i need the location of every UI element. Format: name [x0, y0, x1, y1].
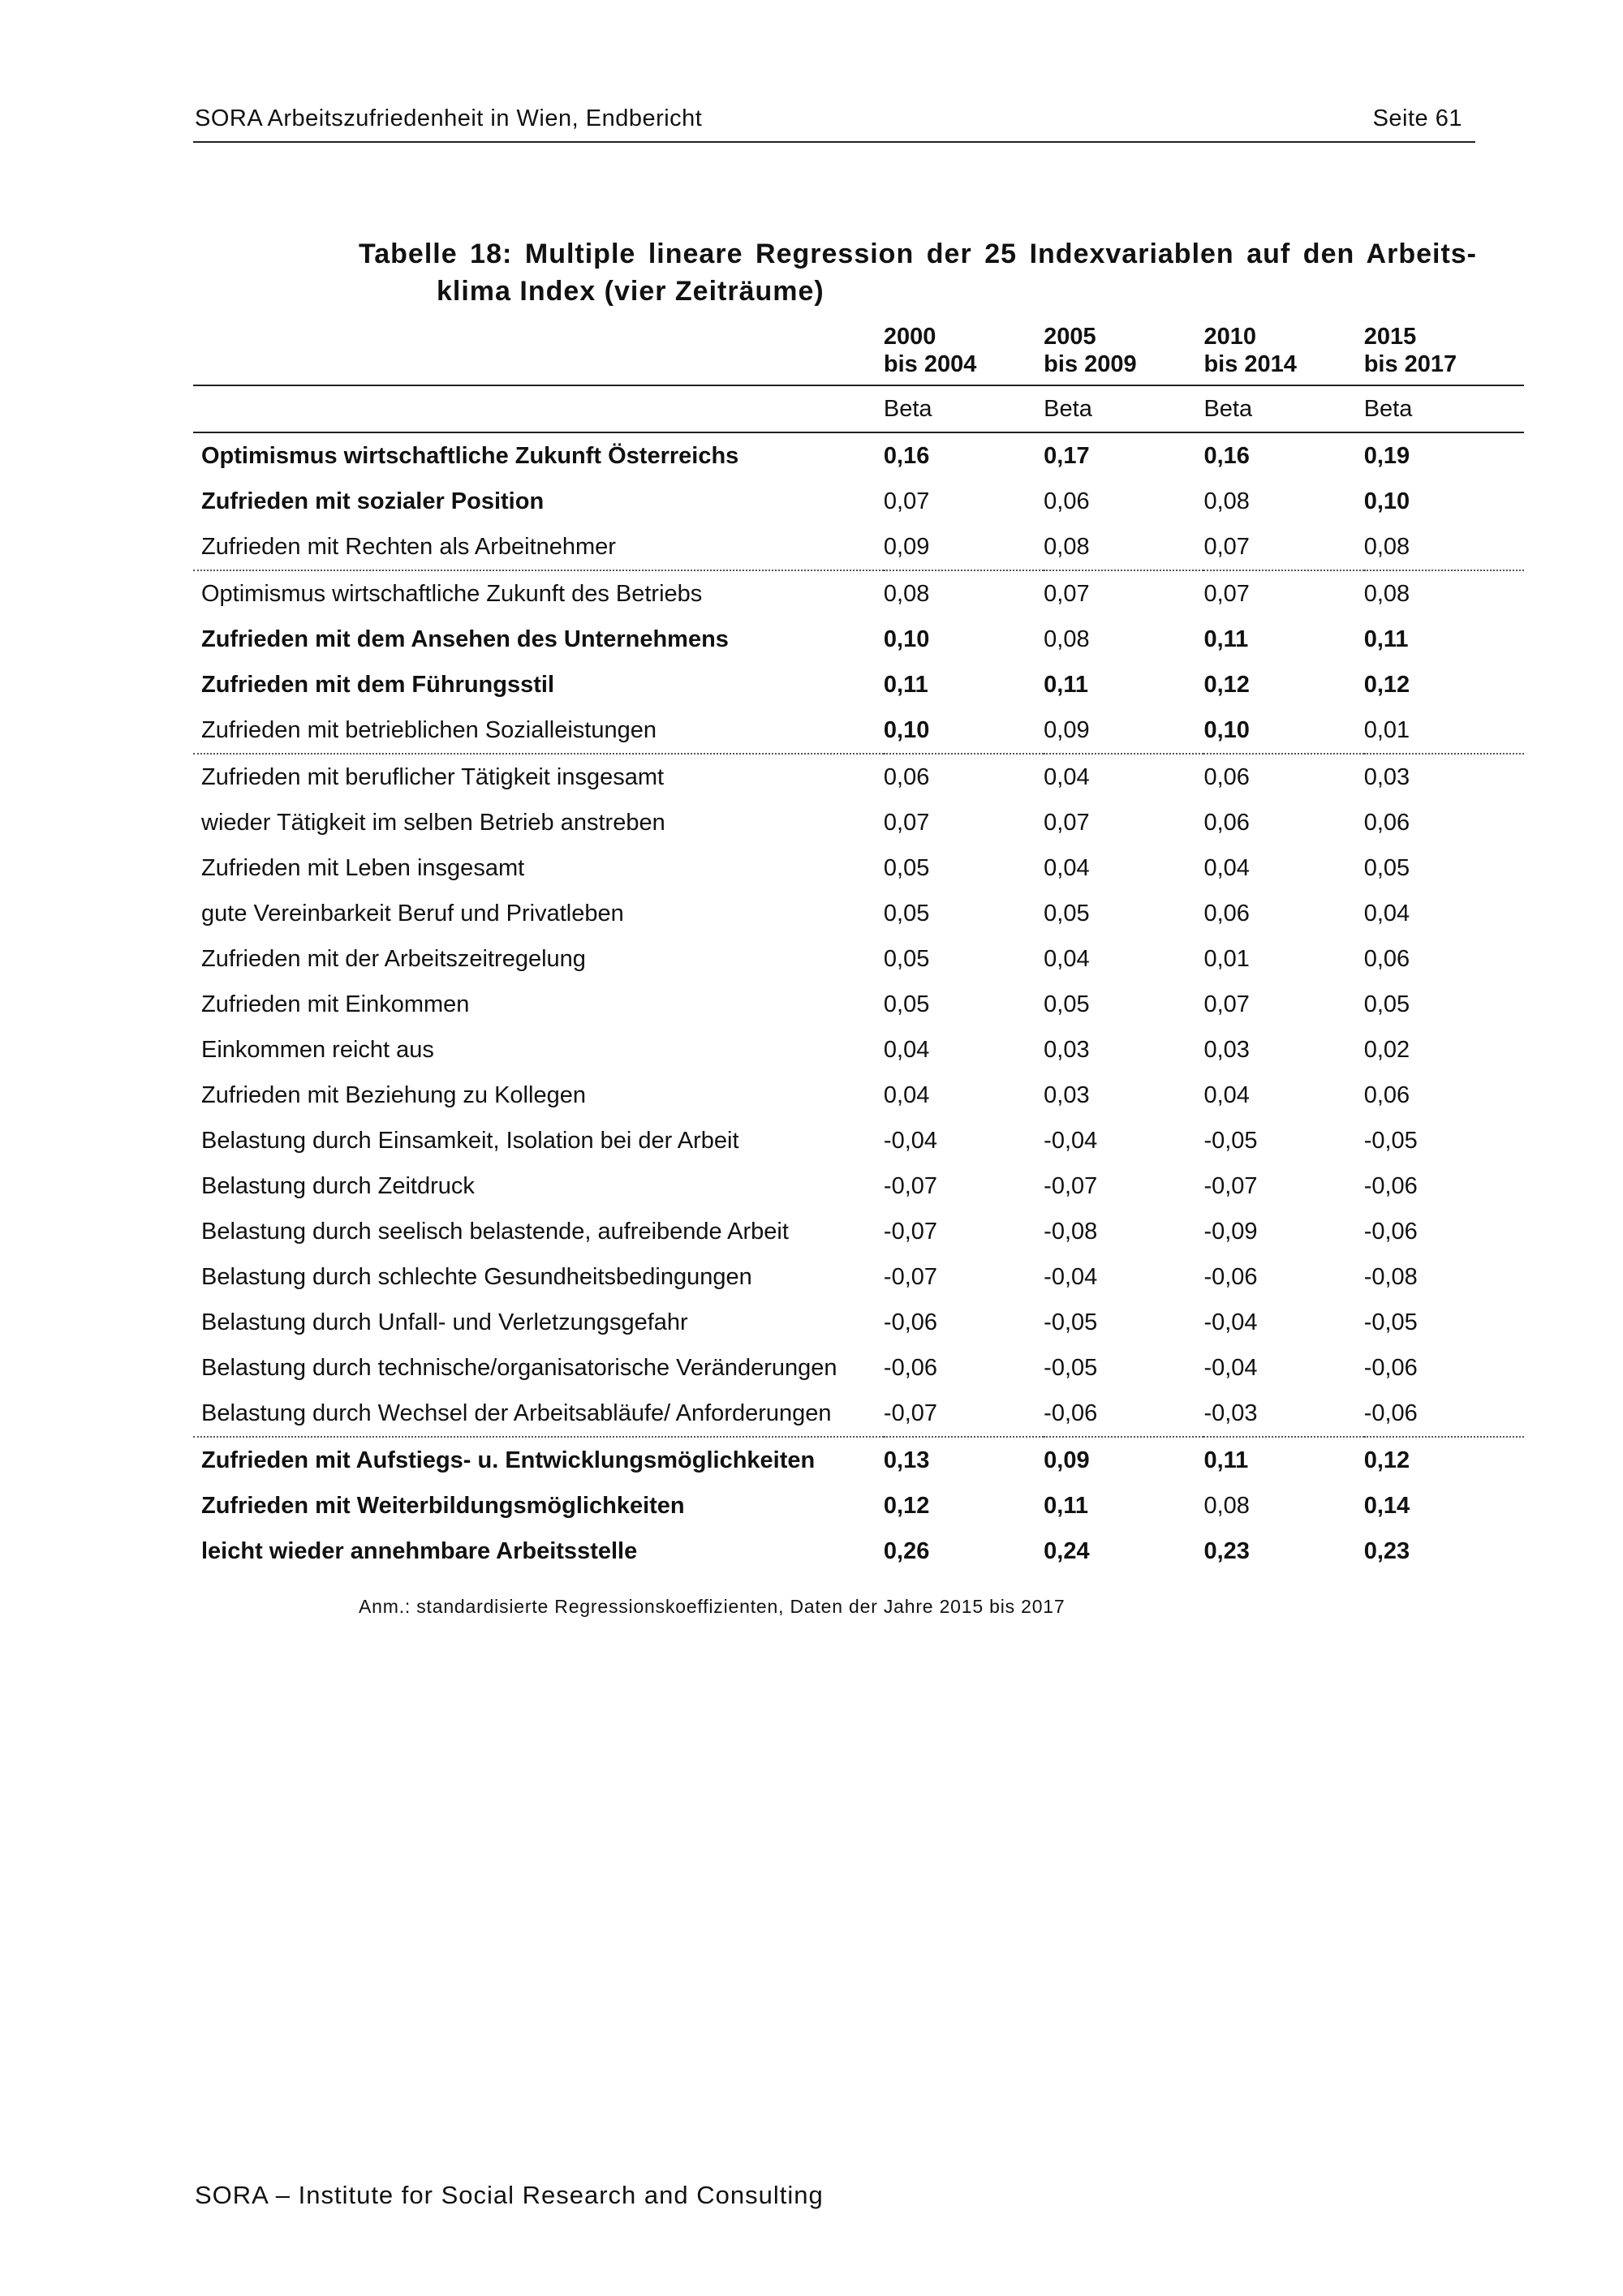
beta-value: -0,06 — [1363, 1400, 1418, 1426]
beta-value: 0,03 — [1044, 1081, 1090, 1108]
row-label: Einkommen reicht aus — [201, 1036, 434, 1063]
row-label: Belastung durch schlechte Gesundheitsbedingungen — [201, 1263, 752, 1290]
beta-value: 0,03 — [1363, 763, 1410, 790]
table-row — [193, 524, 1524, 570]
table-row — [193, 1391, 1524, 1437]
beta-value: -0,06 — [1363, 1354, 1418, 1381]
beta-value: 0,04 — [1363, 900, 1410, 927]
beta-value: 0,07 — [1203, 580, 1250, 607]
beta-value: -0,04 — [1203, 1354, 1258, 1381]
beta-value: -0,08 — [1044, 1218, 1098, 1245]
table-row — [193, 1483, 1524, 1529]
table-row — [193, 707, 1524, 754]
caption-line-2: klima Index (vier Zeiträume) — [437, 276, 824, 307]
table-row — [193, 800, 1524, 845]
beta-value: 0,04 — [1044, 945, 1090, 972]
beta-value: 0,01 — [1363, 716, 1410, 743]
beta-value: 0,17 — [1044, 442, 1090, 469]
caption-line-1: Tabelle 18: Multiple lineare Regression der 25 Indexvariablen auf den Arbeits- — [359, 239, 1477, 269]
beta-value: 0,08 — [1363, 533, 1410, 560]
beta-value: 0,08 — [1203, 1492, 1250, 1519]
row-label: Belastung durch Zeitdruck — [201, 1172, 475, 1199]
beta-value: 0,05 — [883, 854, 930, 881]
table-note: Anm.: standardisierte Regressionskoeffizienten, Daten der Jahre 2015 bis 2017 — [359, 1596, 1065, 1617]
row-label: Belastung durch Wechsel der Arbeitsabläufe/ Anforderungen — [201, 1400, 832, 1426]
stat-header: Beta — [1044, 395, 1092, 422]
beta-value: 0,05 — [1363, 854, 1410, 881]
period-header-row — [193, 323, 1524, 385]
beta-value: 0,11 — [1203, 626, 1249, 652]
beta-value: 0,09 — [883, 533, 930, 560]
row-label: Belastung durch technische/organisatorische Veränderungen — [201, 1354, 837, 1381]
beta-value: 0,06 — [1363, 1081, 1410, 1108]
beta-value: -0,07 — [883, 1263, 938, 1290]
beta-value: 0,06 — [1203, 900, 1250, 927]
row-label: gute Vereinbarkeit Beruf und Privatleben — [201, 900, 624, 927]
table-row — [193, 570, 1524, 617]
page-footer: SORA – Institute for Social Research and Consulting — [195, 2181, 824, 2209]
page-header — [193, 102, 1475, 143]
row-label: Optimismus wirtschaftliche Zukunft des Betriebs — [201, 580, 703, 607]
beta-value: 0,11 — [1203, 1447, 1249, 1473]
beta-value: 0,02 — [1363, 1036, 1410, 1063]
period-header: 2010 bis 2014 — [1203, 324, 1297, 377]
beta-value: 0,11 — [1044, 671, 1089, 698]
row-label: wieder Tätigkeit im selben Betrieb anstreben — [201, 809, 665, 836]
beta-value: -0,04 — [1044, 1127, 1098, 1154]
row-label: Zufrieden mit dem Führungsstil — [201, 671, 555, 698]
period-header: 2000 bis 2004 — [883, 324, 977, 377]
beta-value: -0,03 — [1203, 1400, 1258, 1426]
beta-value: -0,05 — [1203, 1127, 1258, 1154]
beta-value: 0,24 — [1044, 1537, 1090, 1564]
beta-value: 0,10 — [1203, 716, 1250, 743]
table-row — [193, 891, 1524, 936]
beta-value: 0,06 — [1363, 945, 1410, 972]
period-header: 2015 bis 2017 — [1363, 324, 1457, 377]
row-label: Zufrieden mit der Arbeitszeitregelung — [201, 945, 586, 972]
beta-value: -0,05 — [1363, 1309, 1418, 1335]
beta-value: 0,11 — [1363, 626, 1409, 652]
beta-value: -0,06 — [1044, 1400, 1098, 1426]
beta-value: 0,06 — [883, 763, 930, 790]
stat-header: Beta — [883, 395, 932, 422]
row-label: Belastung durch seelisch belastende, aufreibende Arbeit — [201, 1218, 789, 1245]
table-row — [193, 1300, 1524, 1345]
table-row — [193, 1118, 1524, 1163]
beta-value: 0,03 — [1044, 1036, 1090, 1063]
beta-value: 0,05 — [883, 991, 930, 1017]
row-label: Zufrieden mit sozialer Position — [201, 488, 545, 514]
row-label: Optimismus wirtschaftliche Zukunft Österreichs — [201, 442, 739, 469]
stat-header-row — [193, 385, 1524, 432]
beta-value: 0,12 — [1363, 1447, 1410, 1473]
period-header: 2005 bis 2009 — [1044, 324, 1137, 377]
beta-value: -0,08 — [1363, 1263, 1418, 1290]
row-label: Zufrieden mit Weiterbildungsmöglichkeiten — [201, 1492, 685, 1519]
beta-value: 0,23 — [1203, 1537, 1250, 1564]
table-row — [193, 1437, 1524, 1483]
beta-value: 0,10 — [883, 626, 930, 652]
beta-value: -0,05 — [1044, 1354, 1098, 1381]
beta-value: 0,08 — [883, 580, 930, 607]
beta-value: -0,06 — [1363, 1218, 1418, 1245]
stat-header: Beta — [1363, 395, 1413, 422]
beta-value: 0,13 — [883, 1447, 930, 1473]
beta-value: 0,12 — [883, 1492, 930, 1519]
row-label: Zufrieden mit beruflicher Tätigkeit insgesamt — [201, 763, 665, 790]
beta-value: 0,08 — [1363, 580, 1410, 607]
beta-value: -0,05 — [1044, 1309, 1098, 1335]
table-row — [193, 617, 1524, 662]
beta-value: 0,05 — [1044, 991, 1090, 1017]
beta-value: 0,07 — [883, 809, 930, 836]
beta-value: -0,09 — [1203, 1218, 1258, 1245]
beta-value: 0,04 — [883, 1036, 930, 1063]
beta-value: 0,06 — [1203, 763, 1250, 790]
beta-value: 0,12 — [1203, 671, 1250, 698]
table-row — [193, 754, 1524, 800]
beta-value: -0,04 — [1044, 1263, 1098, 1290]
beta-value: 0,06 — [1363, 809, 1410, 836]
beta-value: 0,16 — [883, 442, 930, 469]
row-label: Belastung durch Einsamkeit, Isolation bei der Arbeit — [201, 1127, 739, 1154]
table-row — [193, 1209, 1524, 1254]
beta-value: 0,08 — [1044, 626, 1090, 652]
table-row — [193, 982, 1524, 1027]
beta-value: 0,09 — [1044, 1447, 1090, 1473]
beta-value: 0,08 — [1203, 488, 1250, 514]
table-row — [193, 936, 1524, 982]
beta-value: 0,19 — [1363, 442, 1410, 469]
beta-value: 0,04 — [1044, 854, 1090, 881]
row-label: leicht wieder annehmbare Arbeitsstelle — [201, 1537, 638, 1564]
table-caption — [359, 235, 1477, 310]
beta-value: 0,05 — [1363, 991, 1410, 1017]
beta-value: 0,08 — [1044, 533, 1090, 560]
row-label: Zufrieden mit Beziehung zu Kollegen — [201, 1081, 586, 1108]
beta-value: -0,04 — [883, 1127, 938, 1154]
beta-value: -0,07 — [883, 1172, 938, 1199]
table-row — [193, 1073, 1524, 1118]
beta-value: 0,09 — [1044, 716, 1090, 743]
beta-value: -0,05 — [1363, 1127, 1418, 1154]
row-label: Belastung durch Unfall- und Verletzungsgefahr — [201, 1309, 688, 1335]
beta-value: 0,04 — [1203, 854, 1250, 881]
beta-value: 0,01 — [1203, 945, 1250, 972]
beta-value: 0,07 — [1203, 991, 1250, 1017]
beta-value: 0,05 — [883, 945, 930, 972]
beta-value: 0,10 — [1363, 488, 1410, 514]
row-label: Zufrieden mit Leben insgesamt — [201, 854, 525, 881]
beta-value: 0,07 — [883, 488, 930, 514]
beta-value: 0,05 — [883, 900, 930, 927]
row-label: Zufrieden mit dem Ansehen des Unternehmens — [201, 626, 729, 652]
table-row — [193, 479, 1524, 524]
beta-value: 0,26 — [883, 1537, 930, 1564]
beta-value: 0,12 — [1363, 671, 1410, 698]
stat-header: Beta — [1203, 395, 1253, 422]
beta-value: 0,11 — [1044, 1492, 1089, 1519]
beta-value: 0,11 — [883, 671, 928, 698]
beta-value: -0,06 — [883, 1309, 938, 1335]
regression-table — [193, 323, 1524, 1574]
table-row — [193, 1254, 1524, 1300]
beta-value: -0,04 — [1203, 1309, 1258, 1335]
beta-value: 0,03 — [1203, 1036, 1250, 1063]
beta-value: 0,04 — [1203, 1081, 1250, 1108]
beta-value: -0,06 — [1203, 1263, 1258, 1290]
row-label: Zufrieden mit Aufstiegs- u. Entwicklungsmöglichkeiten — [201, 1447, 816, 1473]
table-row — [193, 432, 1524, 479]
beta-value: -0,07 — [883, 1400, 938, 1426]
table-row — [193, 662, 1524, 707]
table-row — [193, 1345, 1524, 1391]
beta-value: 0,07 — [1203, 533, 1250, 560]
header-title: SORA Arbeitszufriedenheit in Wien, Endbericht — [195, 105, 703, 131]
beta-value: 0,06 — [1203, 809, 1250, 836]
beta-value: 0,04 — [1044, 763, 1090, 790]
beta-value: -0,06 — [1363, 1172, 1418, 1199]
row-label: Zufrieden mit Einkommen — [201, 991, 470, 1017]
beta-value: 0,14 — [1363, 1492, 1410, 1519]
beta-value: 0,07 — [1044, 580, 1090, 607]
beta-value: -0,06 — [883, 1354, 938, 1381]
row-label: Zufrieden mit Rechten als Arbeitnehmer — [201, 533, 616, 560]
beta-value: 0,16 — [1203, 442, 1250, 469]
table-row — [193, 1163, 1524, 1209]
beta-value: 0,06 — [1044, 488, 1090, 514]
row-label: Zufrieden mit betrieblichen Sozialleistungen — [201, 716, 657, 743]
beta-value: 0,07 — [1044, 809, 1090, 836]
beta-value: -0,07 — [883, 1218, 938, 1245]
beta-value: 0,23 — [1363, 1537, 1410, 1564]
beta-value: 0,04 — [883, 1081, 930, 1108]
beta-value: 0,05 — [1044, 900, 1090, 927]
table-row — [193, 1529, 1524, 1574]
table-row — [193, 845, 1524, 891]
beta-value: 0,10 — [883, 716, 930, 743]
page-number: Seite 61 — [1372, 105, 1462, 131]
beta-value: -0,07 — [1203, 1172, 1258, 1199]
table-row — [193, 1027, 1524, 1073]
beta-value: -0,07 — [1044, 1172, 1098, 1199]
